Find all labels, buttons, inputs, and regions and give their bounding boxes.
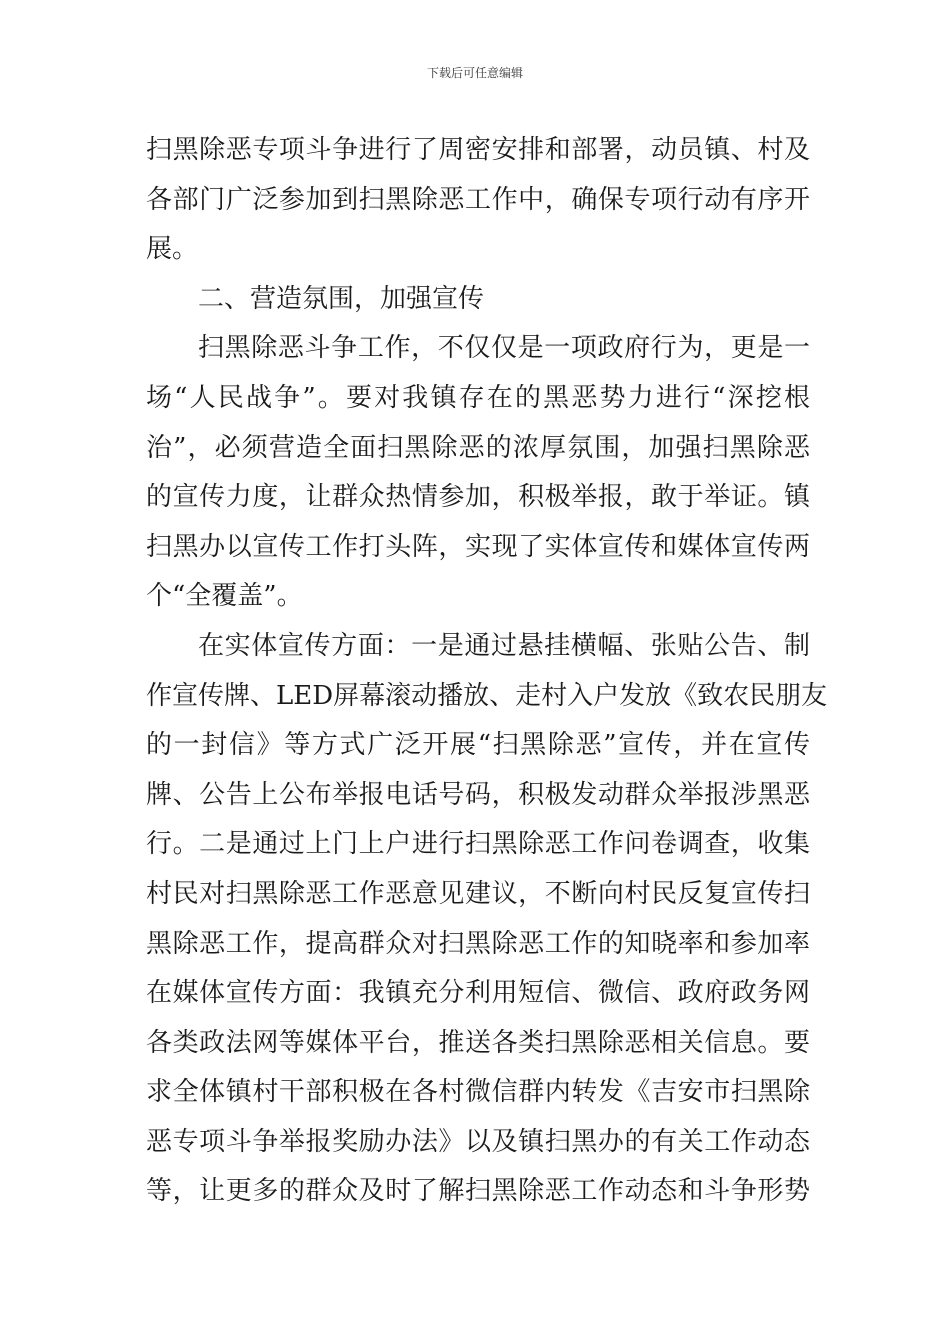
text-line: 恶专项斗争举报奖励办法》以及镇扫黑办的有关工作动态 [146,1126,810,1157]
text-line: 村民对扫黑除恶工作恶意见建议，不断向村民反复宣传扫 [146,878,810,909]
text-line: 展。 [146,234,199,265]
text-line: 在实体宣传方面：一是通过悬挂横幅、张贴公告、制 [198,630,810,661]
text-line: 治”，必须营造全面扫黑除恶的浓厚氛围，加强扫黑除恶 [146,432,810,463]
text-line: 牌、公告上公布举报电话号码，积极发动群众举报涉黑恶 [146,779,810,810]
page-header: 下载后可任意编辑 [426,66,523,80]
text-line: 扫黑除恶专项斗争进行了周密安排和部署，动员镇、村及 [146,135,810,165]
document-body [146,126,828,1217]
text-line: 的一封信》等方式广泛开展“扫黑除恶”宣传，并在宣传 [146,730,810,761]
text-line: 行。二是通过上门上户进行扫黑除恶工作问卷调查，收集 [146,829,810,860]
text-line: 各类政法网等媒体平台，推送各类扫黑除恶相关信息。要 [146,1027,810,1058]
section-heading: 二、营造氛围，加强宣传 [198,283,485,314]
text-line: 黑除恶工作，提高群众对扫黑除恶工作的知晓率和参加率 [146,928,810,959]
text-line: 扫黑办以宣传工作打头阵，实现了实体宣传和媒体宣传两 [146,531,810,562]
text-line: 个“全覆盖”。 [146,581,303,612]
text-line: 求全体镇村干部积极在各村微信群内转发《吉安市扫黑除 [146,1077,810,1108]
text-line: 扫黑除恶斗争工作，不仅仅是一项政府行为，更是一 [198,333,810,364]
text-line: 场“人民战争”。要对我镇存在的黑恶势力进行“深挖根 [146,382,810,413]
text-line: 作宣传牌、LED屏幕滚动播放、走村入户发放《致农民朋友 [146,680,828,711]
text-line: 的宣传力度，让群众热情参加，积极举报，敢于举证。镇 [146,482,810,513]
text-line: 在媒体宣传方面：我镇充分利用短信、微信、政府政务网 [146,978,810,1009]
text-line: 各部门广泛参加到扫黑除恶工作中，确保专项行动有序开 [146,184,810,215]
text-line: 等，让更多的群众及时了解扫黑除恶工作动态和斗争形势 [146,1176,810,1207]
